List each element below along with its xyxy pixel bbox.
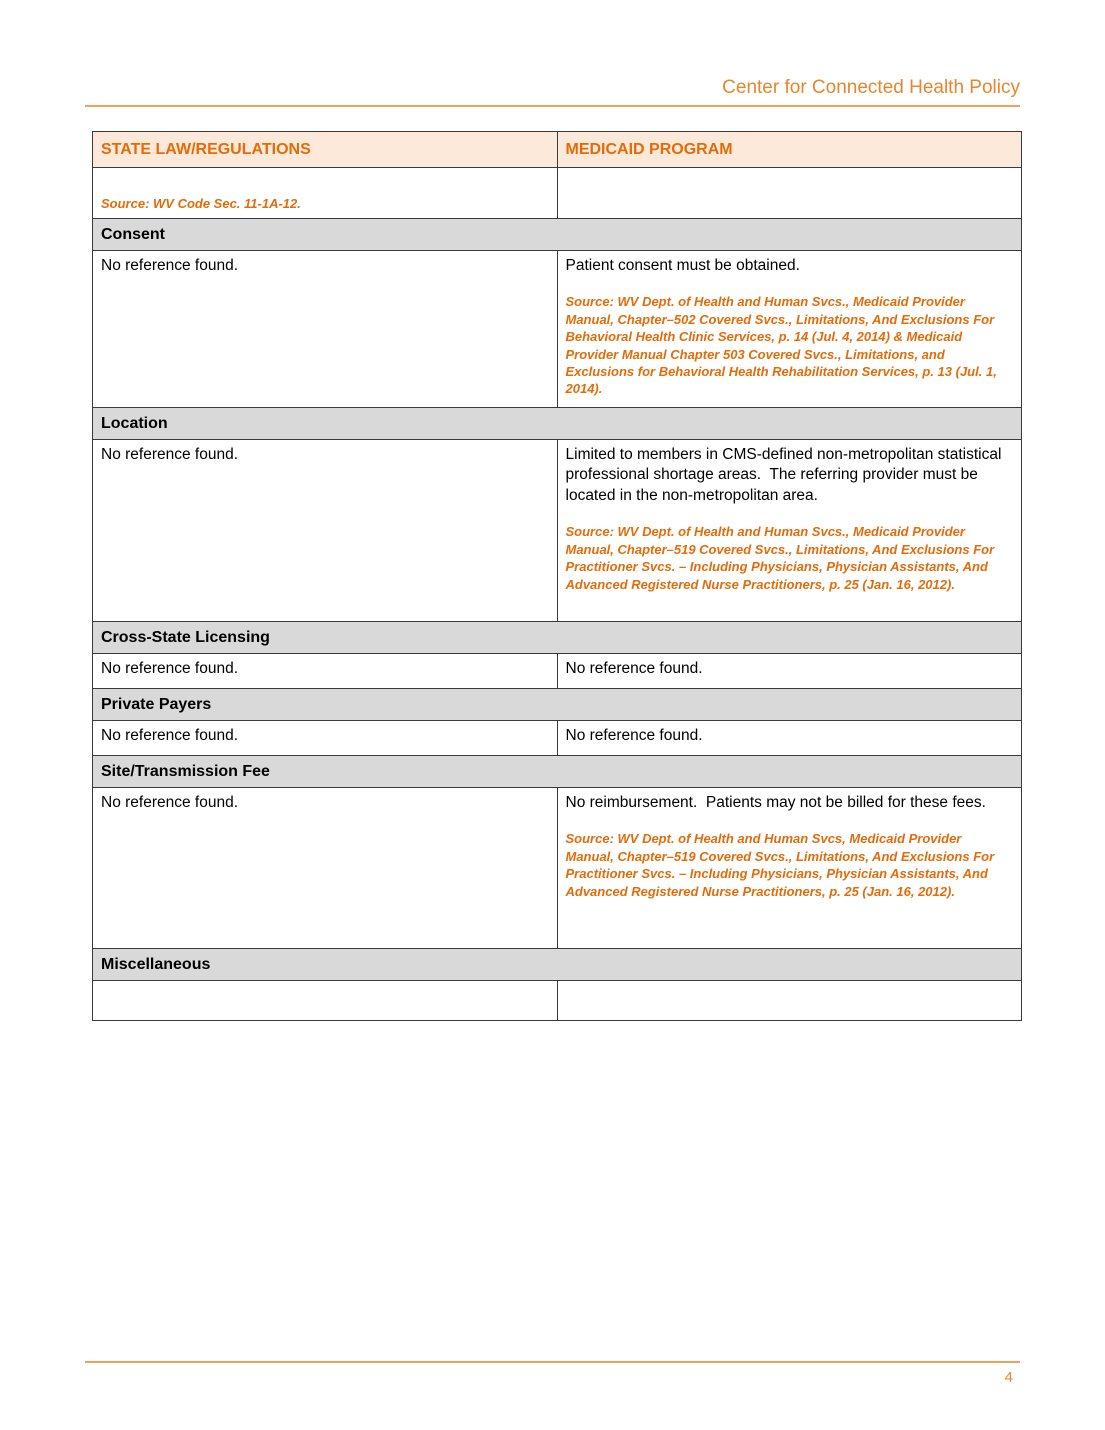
section-header-miscellaneous: Miscellaneous	[93, 949, 1022, 981]
cell-text: No reference found.	[101, 660, 239, 677]
policy-comparison-table	[92, 131, 1022, 1021]
cell-text: No reference found.	[101, 727, 239, 744]
table-row-consent	[93, 251, 1022, 408]
section-header-consent: Consent	[93, 219, 1022, 251]
cell-medicaid-site-fee	[557, 788, 1022, 949]
cell-medicaid-private-payers	[557, 721, 1022, 756]
section-header-cross-state-licensing: Cross-State Licensing	[93, 622, 1022, 654]
page-header	[85, 0, 1020, 107]
cell-state-law-site-fee	[93, 788, 558, 949]
section-row-location	[93, 408, 1022, 440]
cell-text: No reimbursement. Patients may not be billed for these fees.	[565, 794, 986, 811]
section-row-private-payers	[93, 689, 1022, 721]
source-citation-site-fee: Source: WV Dept. of Health and Human Svcs, Medicaid Provider Manual, Chapter–519 Covered Svcs., Limitations, And Exclusions For Practitioner Svcs. – Including Physicians, Physician Assistants, And Advanced Registered Nurse Practitioners, p. 25 (Jan. 16, 2012).	[565, 831, 998, 899]
source-citation-consent: Source: WV Dept. of Health and Human Svcs., Medicaid Provider Manual, Chapter–502 Covered Svcs., Limitations, And Exclusions For Behavioral Health Clinic Services, p. 14 (Jul. 4, 2014) & Medicaid Provider Manual Chapter 503 Covered Svcs., Limitations, and Exclusions for Behavioral Health Rehabilitation Services, p. 13 (Jul. 1, 2014).	[565, 294, 1001, 397]
table-row-site-transmission-fee	[93, 788, 1022, 949]
cell-state-law-location	[93, 440, 558, 622]
table-row-intro	[93, 168, 1022, 219]
page-number: 4	[1004, 1369, 1013, 1386]
cell-state-law-private-payers	[93, 721, 558, 756]
column-header-medicaid: MEDICAID PROGRAM	[557, 132, 1022, 168]
section-header-location: Location	[93, 408, 1022, 440]
table-row-private-payers	[93, 721, 1022, 756]
table-header-row	[93, 132, 1022, 168]
column-header-state-law: STATE LAW/REGULATIONS	[93, 132, 558, 168]
cell-medicaid-intro	[557, 168, 1022, 219]
section-row-miscellaneous	[93, 949, 1022, 981]
section-row-site-transmission-fee	[93, 756, 1022, 788]
cell-medicaid-miscellaneous	[557, 981, 1022, 1021]
cell-state-law-miscellaneous	[93, 981, 558, 1021]
section-row-cross-state-licensing	[93, 622, 1022, 654]
cell-state-law-consent	[93, 251, 558, 408]
table-row-cross-state-licensing	[93, 654, 1022, 689]
section-row-consent	[93, 219, 1022, 251]
header-title: Center for Connected Health Policy	[722, 77, 1020, 98]
section-header-private-payers: Private Payers	[93, 689, 1022, 721]
cell-text: No reference found.	[101, 446, 239, 463]
cell-text: Limited to members in CMS-defined non-metropolitan statistical professional shortage areas. The referring provider must be located in the non-metropolitan area.	[565, 446, 1006, 504]
section-header-site-transmission-fee: Site/Transmission Fee	[93, 756, 1022, 788]
cell-text: No reference found.	[101, 257, 239, 274]
cell-text: No reference found.	[101, 794, 239, 811]
cell-medicaid-location	[557, 440, 1022, 622]
cell-medicaid-consent	[557, 251, 1022, 408]
cell-state-law-intro	[93, 168, 558, 219]
page-footer	[85, 1361, 1020, 1386]
cell-text: No reference found.	[565, 660, 703, 677]
cell-text: No reference found.	[565, 727, 703, 744]
table-row-miscellaneous	[93, 981, 1022, 1021]
table-row-location	[93, 440, 1022, 622]
source-citation-state-code: Source: WV Code Sec. 11-1A-12.	[101, 196, 301, 211]
source-citation-location: Source: WV Dept. of Health and Human Svcs., Medicaid Provider Manual, Chapter–519 Covered Svcs., Limitations, And Exclusions For Practitioner Svcs. – Including Physicians, Physician Assistants, And Advanced Registered Nurse Practitioners, p. 25 (Jan. 16, 2012).	[565, 524, 998, 592]
cell-state-law-cross-state	[93, 654, 558, 689]
cell-medicaid-cross-state	[557, 654, 1022, 689]
cell-text: Patient consent must be obtained.	[565, 257, 800, 274]
